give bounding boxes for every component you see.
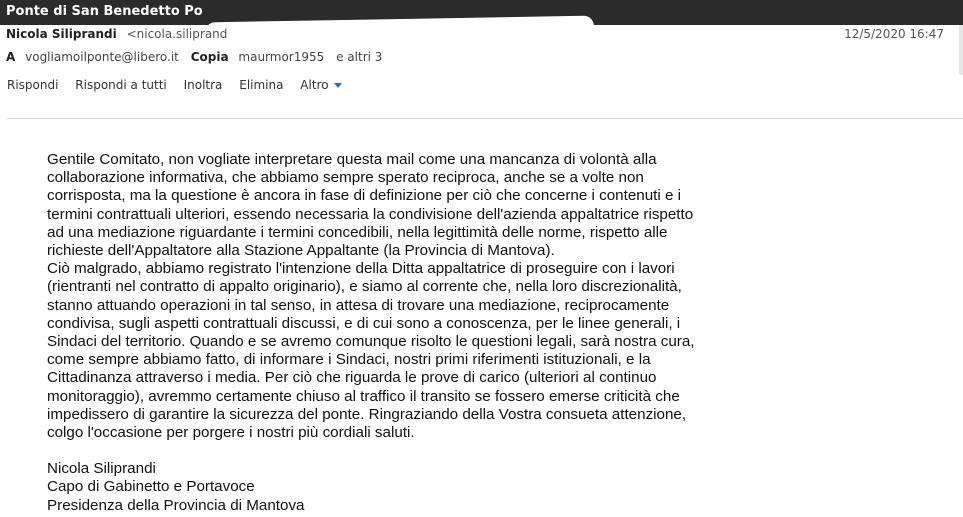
body-line: Sindaci del territorio. Quando e se avremo comunque risolto le questioni legali, sarà nostra cura, <box>47 333 695 351</box>
cc-label: Copia <box>190 50 229 64</box>
sender-name[interactable]: Nicola Siliprandi <box>6 27 117 41</box>
body-line: monitoraggio), avremmo certamente chiuso al traffico il transito se fossero emerse criticità che <box>47 387 680 405</box>
body-line: Gentile Comitato, non vogliate interpretare questa mail come una mancanza di volontà alla <box>47 151 657 168</box>
message-body <box>47 151 747 515</box>
body-line: colgo l'occasione per porgere i nostri più cordiali saluti. <box>47 424 415 442</box>
body-line: richieste dell'Appaltatore alla Stazione Appaltante (la Provincia di Mantova). <box>47 242 555 260</box>
header-divider <box>7 118 963 119</box>
body-line: (rientranti nel contratto di appalto originario), e siamo al corrente che, nella loro discrezionalità, <box>47 278 682 296</box>
signature-office: Presidenza della Provincia di Mantova <box>47 496 305 514</box>
forward-button[interactable]: Inoltra <box>183 78 223 92</box>
signature-name: Nicola Siliprandi <box>47 460 156 478</box>
cc-recipient[interactable]: maurmor1955 <box>238 50 325 64</box>
body-line: impedissero di garantire la sicurezza del ponte. Ringraziando della Vostra consueta attenzione, <box>47 405 687 423</box>
to-recipient[interactable]: vogliamoilponte@libero.it <box>25 50 179 64</box>
cc-more[interactable]: e altri 3 <box>336 50 383 64</box>
signature-role: Capo di Gabinetto e Portavoce <box>47 478 255 496</box>
body-line: corrisposta, ma la questione è ancora in fase di definizione per ciò che concerne i contenuti e i <box>47 187 682 205</box>
reply-button[interactable]: Rispondi <box>7 78 59 92</box>
body-line: condivisa, sugli aspetti contrattuali discussi, e di cui sono a conoscenza, per le linee generali, i <box>47 314 681 332</box>
recipients-row <box>6 50 390 64</box>
chevron-down-icon <box>334 83 342 88</box>
more-button[interactable] <box>300 78 341 92</box>
message-actions <box>7 78 355 92</box>
sender-row <box>6 27 227 41</box>
scrollbar[interactable] <box>959 25 963 75</box>
body-line: Cittadinanza attraverso i media. Per ciò che riguarda le prove di carico (ulteriori al continuo <box>47 369 657 387</box>
window-title: Ponte di San Benedetto Po <box>6 4 203 19</box>
sender-address[interactable]: <nicola.siliprand <box>126 27 228 41</box>
more-label: Altro <box>300 78 329 92</box>
body-line: ad una mediazione riguardante i termini concedibili, nella legittimità delle norme, rispetto alle <box>47 223 668 241</box>
body-line: come sempre abbiamo fatto, di informare i Sindaci, nostri primi riferimenti istituzionali, e la <box>47 351 651 369</box>
reply-all-button[interactable]: Rispondi a tutti <box>75 78 167 92</box>
to-label: A <box>6 50 16 64</box>
body-line: collaborazione informativa, che abbiamo sempre sperato reciproca, anche se a volte non <box>47 169 644 187</box>
body-line: Ciò malgrado, abbiamo registrato l'intenzione della Ditta appaltatrice di proseguire con i lavori <box>47 260 675 278</box>
body-line: stanno attuando operazioni in tal senso, in attesa di trovare una mediazione, reciprocamente <box>47 296 670 314</box>
message-date: 12/5/2020 16:47 <box>844 27 944 41</box>
delete-button[interactable]: Elimina <box>239 78 284 92</box>
signature <box>47 460 747 515</box>
body-line: termini contrattuali ulteriori, essendo necessaria la condivisione dell'azienda appaltatrice rispetto <box>47 205 694 223</box>
